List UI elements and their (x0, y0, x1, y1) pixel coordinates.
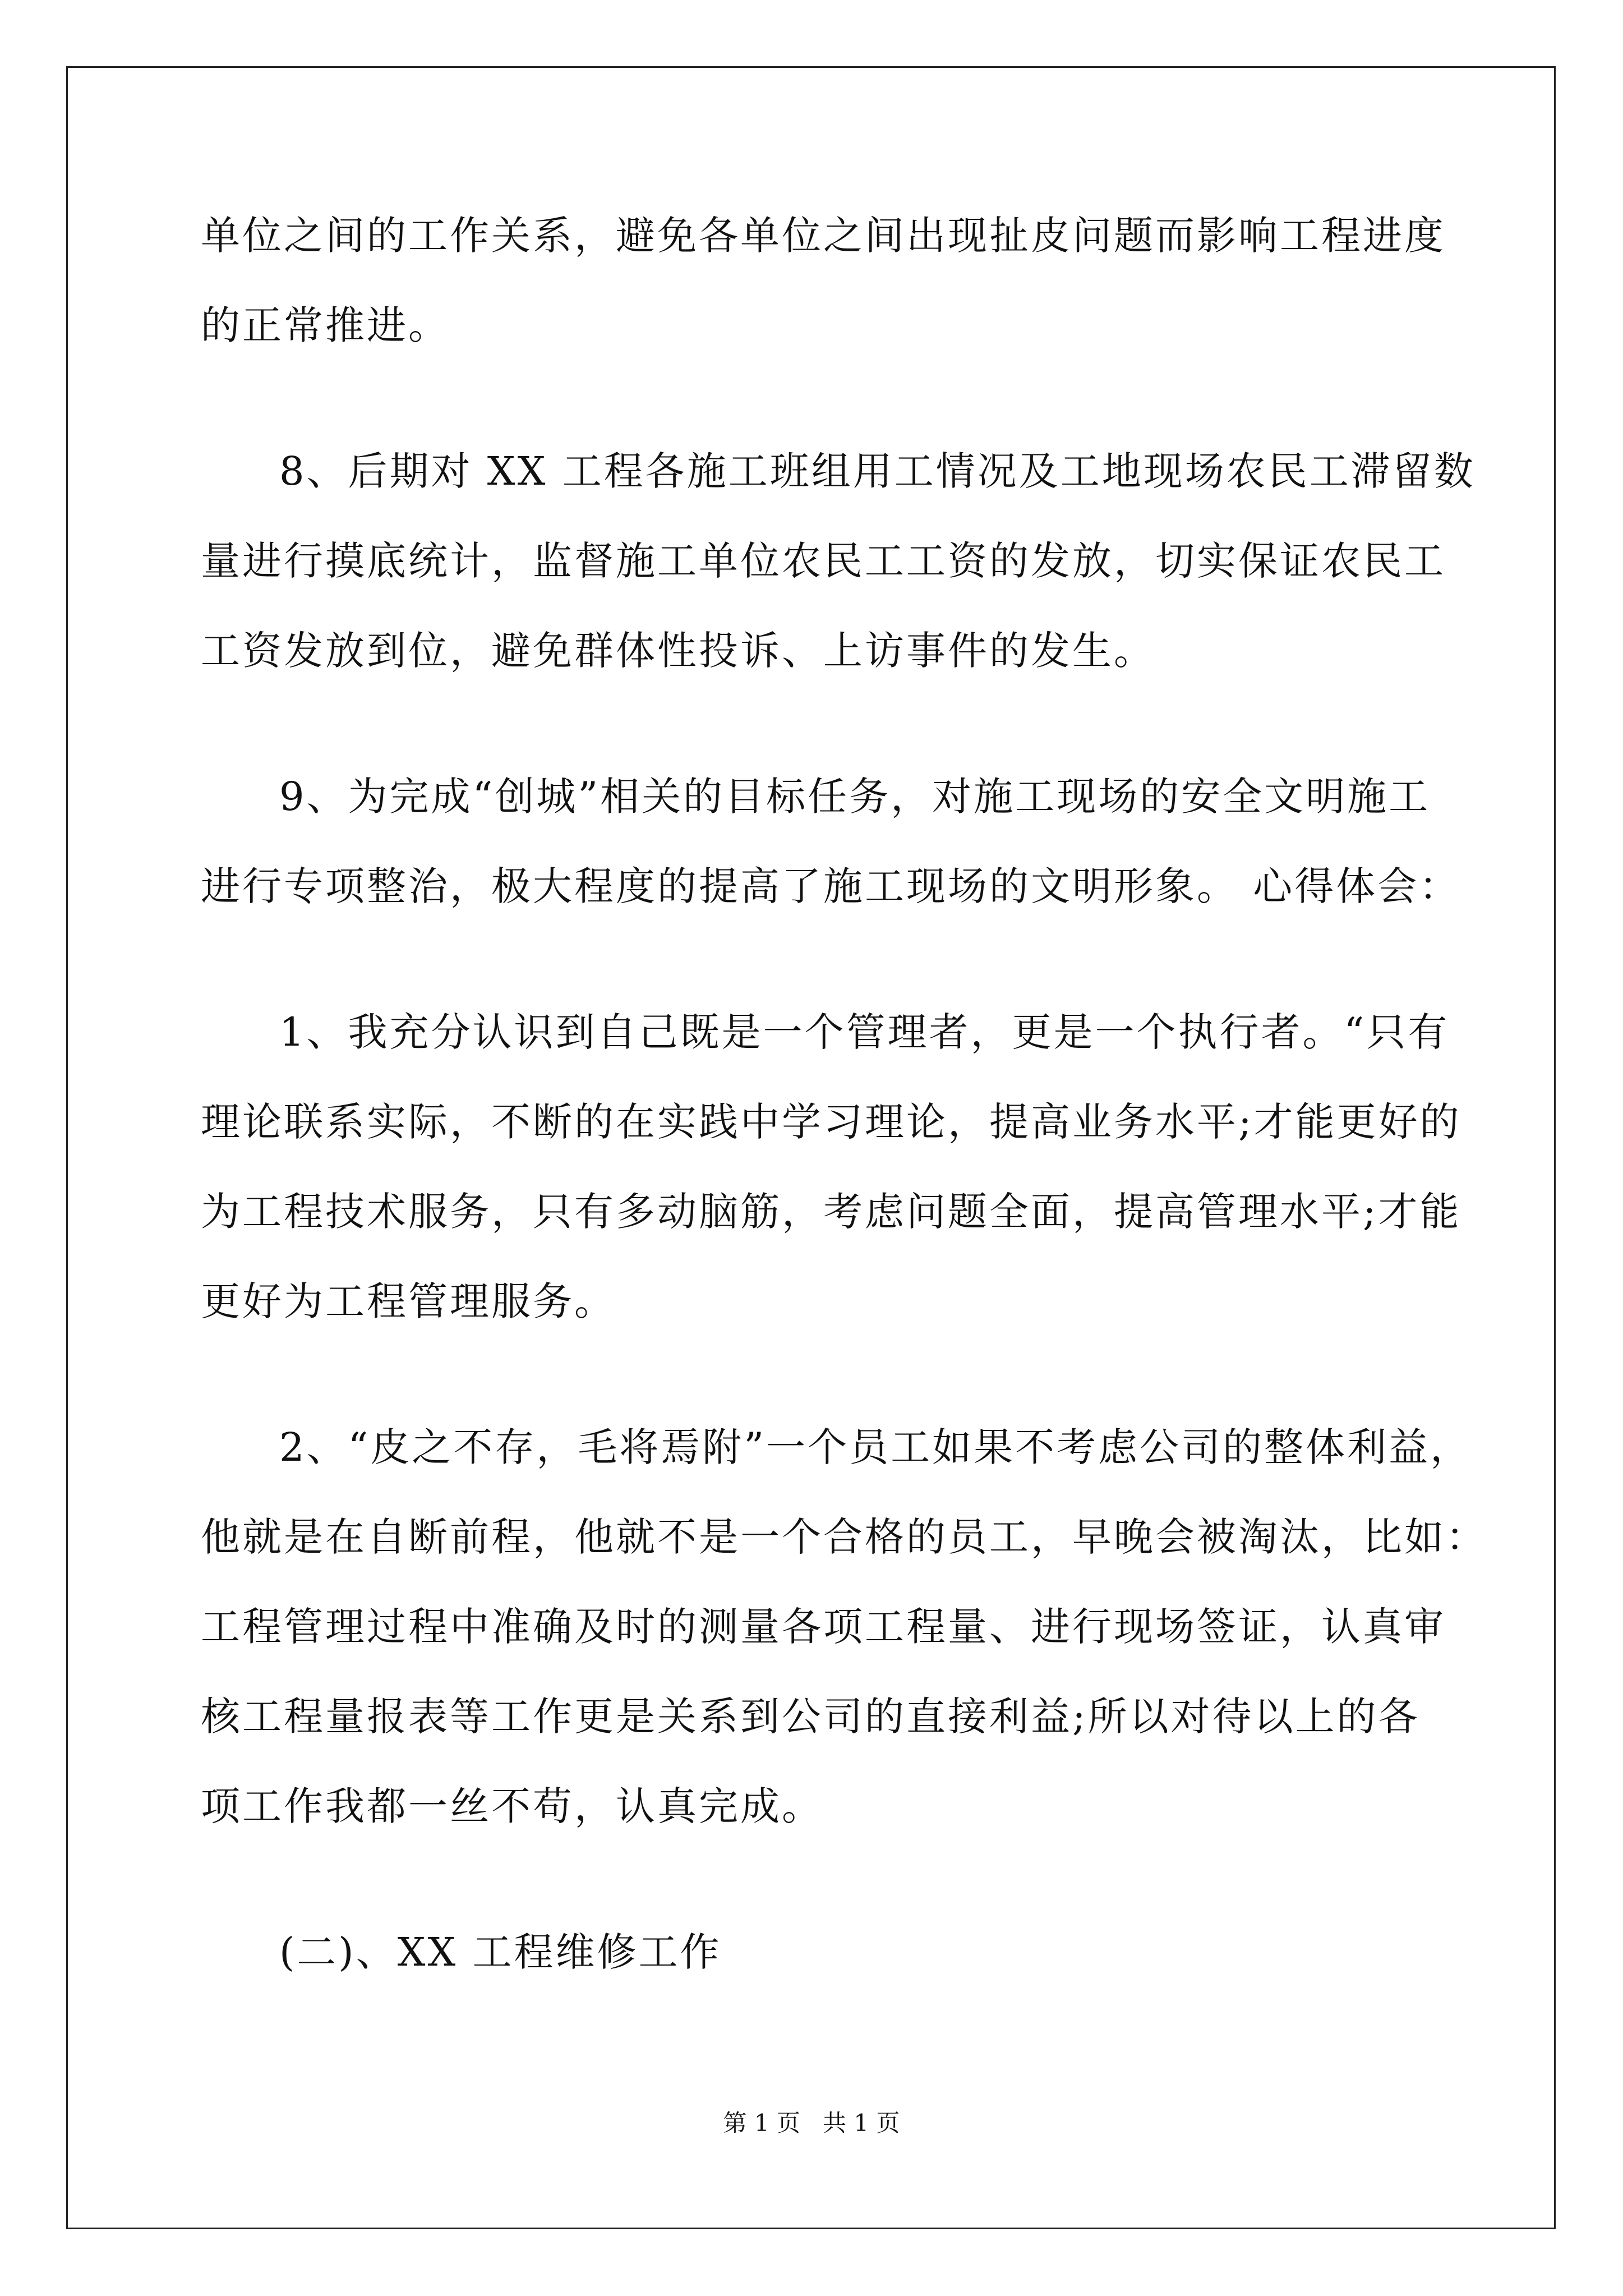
text-line: 1、我充分认识到自己既是一个管理者，更是一个执行者。“只有 (279, 1009, 1450, 1055)
text-line: 核工程量报表等工作更是关系到公司的直接利益;所以对待以上的各 (201, 1694, 1420, 1740)
text-line: 2、“皮之不存，毛将焉附”一个员工如果不考虑公司的整体利益， (279, 1424, 1472, 1470)
text-line: 8、后期对 XX 工程各施工班组用工情况及工地现场农民工滞留数 (279, 448, 1476, 494)
text-line: 为工程技术服务，只有多动脑筋，考虑问题全面，提高管理水平;才能 (201, 1189, 1461, 1235)
text-line: 的正常推进。 (201, 302, 450, 348)
text-line: 单位之间的工作关系，避免各单位之间出现扯皮问题而影响工程进度 (201, 213, 1446, 259)
text-line: 9、为完成“创城”相关的目标任务，对施工现场的安全文明施工 (279, 774, 1431, 820)
text-line: 理论联系实际，不断的在实践中学习理论，提高业务水平;才能更好的 (201, 1099, 1461, 1145)
page-number: 第 1 页 共 1 页 (723, 2109, 900, 2137)
text-line: 进行专项整治，极大程度的提高了施工现场的文明形象。 心得体会： (201, 863, 1461, 909)
text-line: 工资发放到位，避免群体性投诉、上访事件的发生。 (201, 628, 1155, 674)
text-line: 量进行摸底统计，监督施工单位农民工工资的发放，切实保证农民工 (201, 538, 1446, 584)
text-line: 项工作我都一丝不苟，认真完成。 (201, 1783, 823, 1829)
text-line: 他就是在自断前程，他就不是一个合格的员工，早晚会被淘汰，比如： (201, 1514, 1487, 1560)
text-line: 工程管理过程中准确及时的测量各项工程量、进行现场签证，认真审 (201, 1604, 1446, 1650)
text-line: 更好为工程管理服务。 (201, 1278, 616, 1324)
section-heading: (二)、XX 工程维修工作 (279, 1929, 722, 1975)
